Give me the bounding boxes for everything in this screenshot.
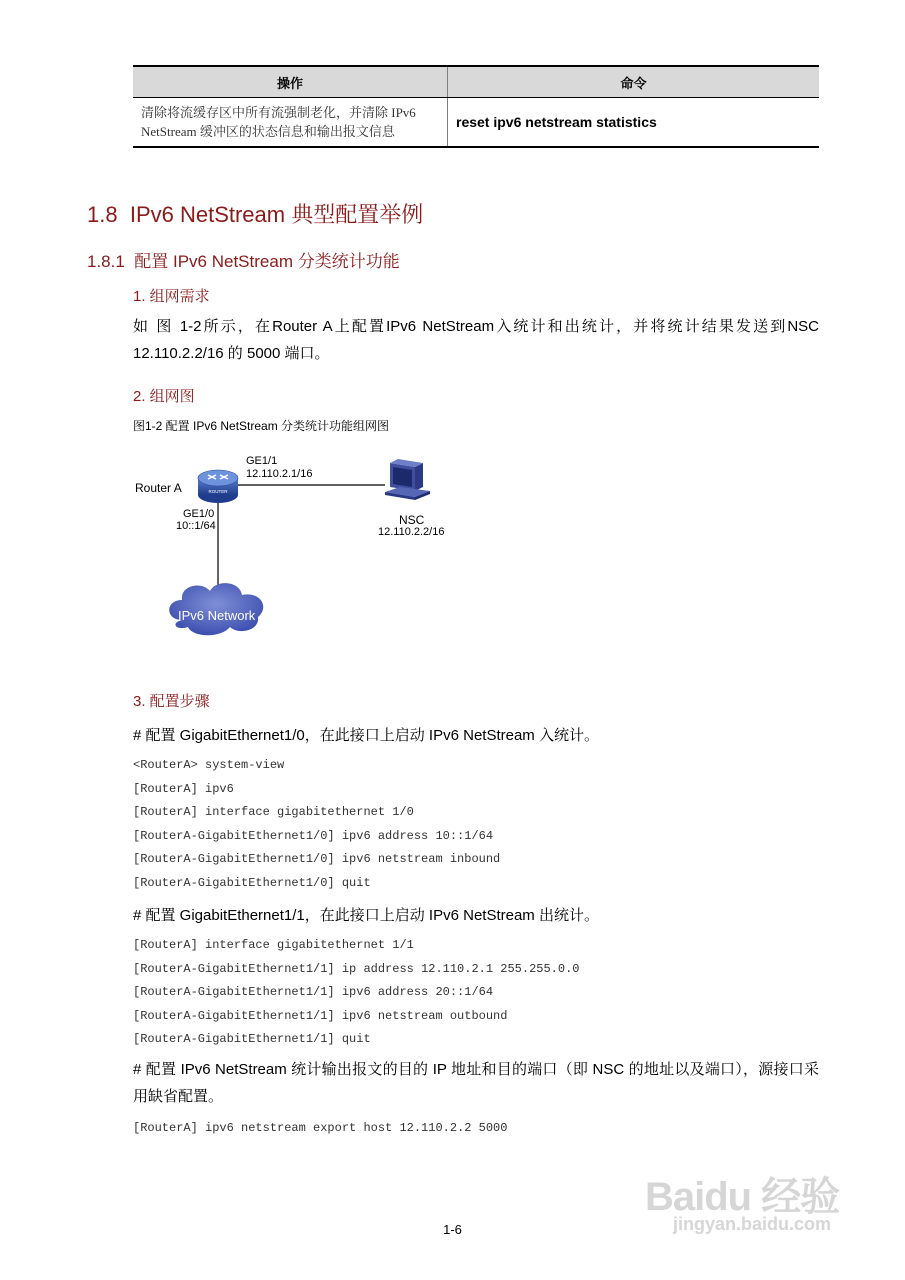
nsc-label: NSC	[399, 513, 425, 527]
subsection-number: 1.8.1	[87, 252, 125, 271]
code-line: [RouterA] ipv6 netstream export host 12.110.2.2 5000	[133, 1121, 508, 1135]
subsection-heading	[87, 247, 400, 272]
code-line: [RouterA-GigabitEthernet1/0] quit	[133, 875, 371, 890]
code-block-1	[133, 754, 500, 896]
table-cell-command: reset ipv6 netstream statistics	[448, 98, 820, 148]
figure-caption: 图1-2 配置 IPv6 NetStream 分类统计功能组网图	[133, 419, 390, 433]
table-cell-operation: 清除将流缓存区中所有流强制老化，并清除 IPv6 NetStream 缓冲区的状态信息和输出报文信息	[133, 98, 448, 148]
code-line: [RouterA-GigabitEthernet1/0] ipv6 netstream inbound	[133, 852, 501, 867]
table-header-row	[133, 66, 819, 98]
step3-text: # 配置 IPv6 NetStream 统计输出报文的目的 IP 地址和目的端口（即 NSC 的地址以及端口），源接口采用缺省配置。	[133, 1061, 819, 1105]
page-number: 1-6	[443, 1222, 462, 1237]
step1-text: # 配置 GigabitEthernet1/0，在此接口上启动 IPv6 NetStream 入统计。	[133, 727, 599, 744]
ge10-ip-label: 10::1/64	[176, 520, 216, 532]
code-line: [RouterA-GigabitEthernet1/1] ipv6 netstream outbound	[133, 1008, 508, 1023]
code-block-2	[133, 934, 579, 1052]
section-title: IPv6 NetStream 典型配置举例	[129, 202, 424, 227]
code-block-3	[133, 1117, 507, 1141]
table-header-operation: 操作	[133, 66, 448, 98]
section-number: 1.8	[87, 202, 118, 227]
watermark-url: jingyan.baidu.com	[673, 1214, 832, 1234]
table-row	[133, 98, 819, 148]
ge11-ip-label: 12.110.2.1/16	[246, 468, 313, 480]
code-line: [RouterA] ipv6	[133, 781, 234, 796]
router-icon	[198, 470, 238, 503]
router-badge: ROUTER	[208, 489, 228, 494]
code-line: [RouterA-GigabitEthernet1/0] ipv6 address 10::1/64	[133, 828, 494, 843]
step2-text: # 配置 GigabitEthernet1/1，在此接口上启动 IPv6 NetStream 出统计。	[133, 907, 599, 924]
ge11-label: GE1/1	[246, 455, 278, 467]
cloud-label: IPv6 Network	[178, 608, 256, 623]
req-heading: 1. 组网需求	[133, 288, 210, 305]
code-line: [RouterA] interface gigabitethernet 1/1	[133, 938, 414, 952]
req-paragraph: 如 图 1-2所示，在Router A上配置IPv6 NetStream入统计和出统计，并将统计结果发送到NSC 12.110.2.2/16 的 5000 端口。	[133, 318, 819, 362]
table-header-command: 命令	[448, 66, 820, 98]
steps-heading: 3. 配置步骤	[133, 693, 210, 710]
subsection-title: 配置 IPv6 NetStream 分类统计功能	[134, 252, 400, 271]
nsc-computer-icon	[385, 459, 430, 500]
command-table	[133, 65, 819, 148]
nsc-ip-label: 12.110.2.2/16	[378, 526, 445, 538]
code-line: [RouterA] interface gigabitethernet 1/0	[133, 805, 414, 820]
code-line: [RouterA-GigabitEthernet1/1] ip address 12.110.2.1 255.255.0.0	[133, 961, 580, 976]
code-line: [RouterA-GigabitEthernet1/1] quit	[133, 1032, 371, 1047]
code-line: <RouterA> system-view	[133, 758, 285, 772]
watermark-logo: Baidu 经验	[645, 1175, 840, 1219]
diagram-heading: 2. 组网图	[133, 388, 195, 405]
section-heading	[87, 198, 423, 229]
router-a-label: Router A	[135, 481, 182, 495]
ge10-label: GE1/0	[183, 508, 215, 520]
code-line: [RouterA-GigabitEthernet1/1] ipv6 address 20::1/64	[133, 985, 494, 1000]
